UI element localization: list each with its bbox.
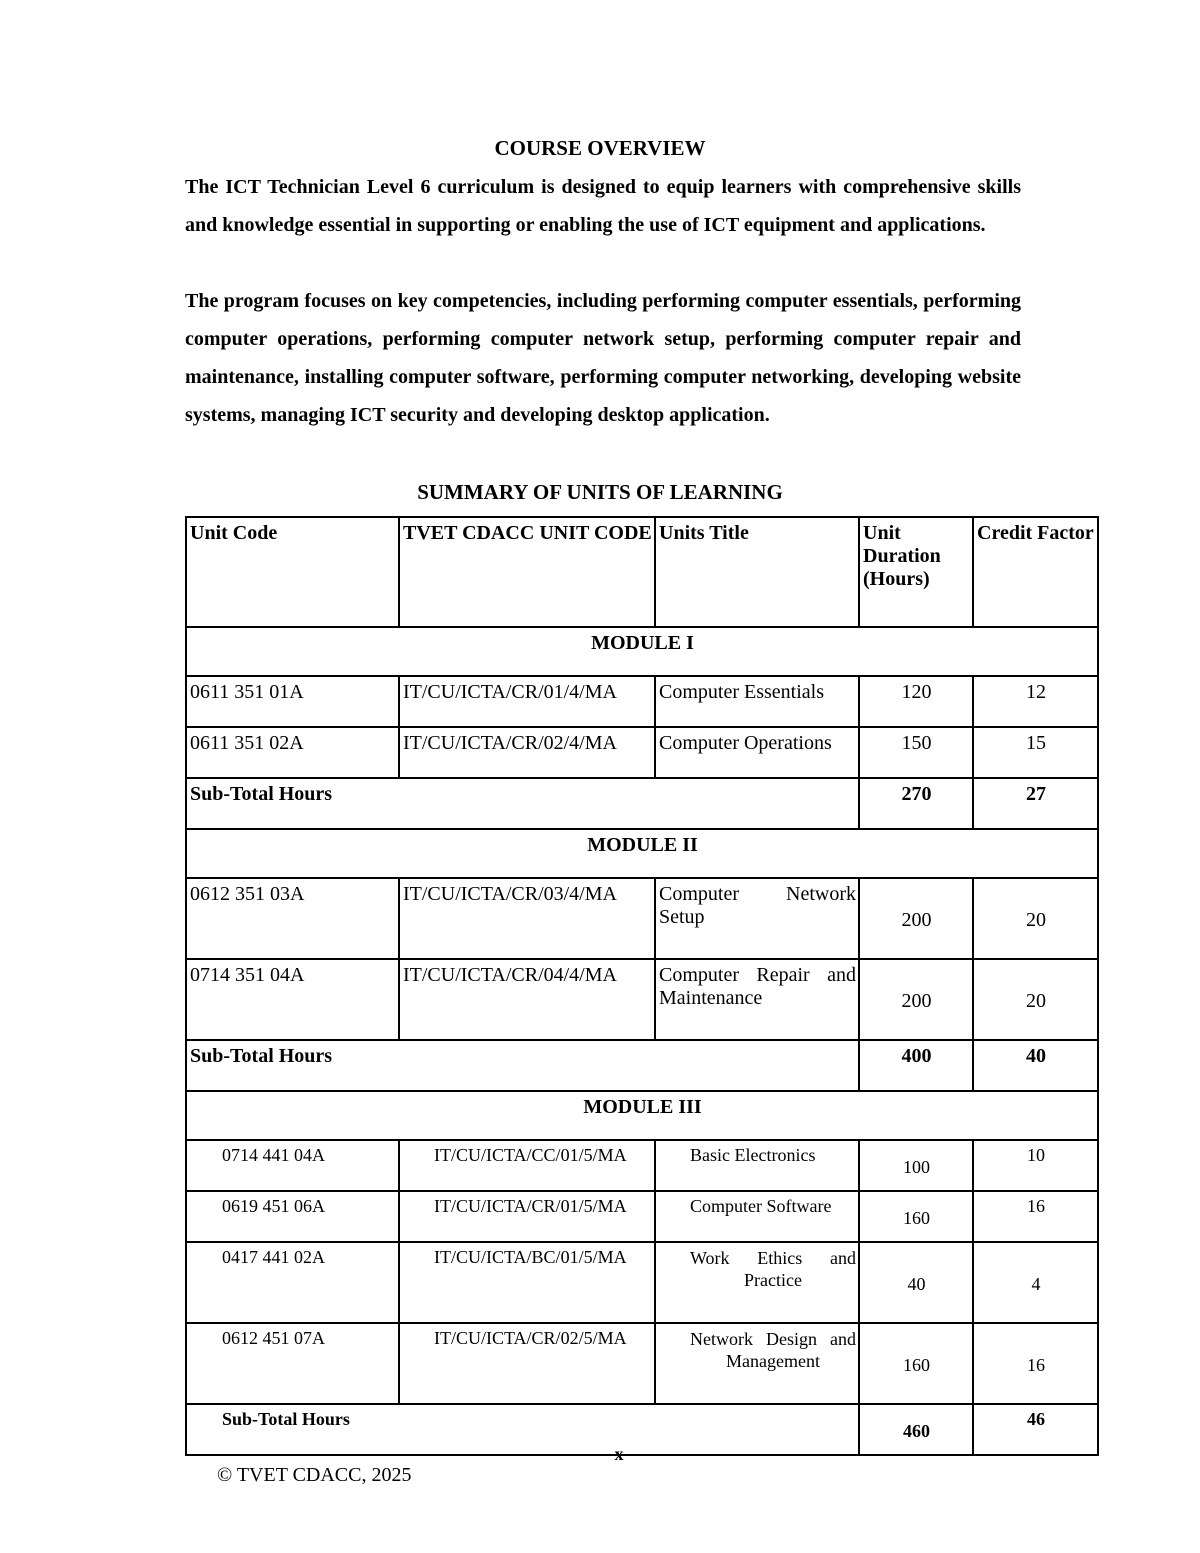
summary-title: SUMMARY OF UNITS OF LEARNING xyxy=(417,480,783,504)
unit-code-cell: 0417 441 02A xyxy=(186,1242,399,1323)
header-credit: Credit Factor xyxy=(973,517,1098,627)
hours-cell: 200 xyxy=(859,878,973,959)
unit-title-cell: Work Ethics and Practice xyxy=(655,1242,859,1323)
module-header-row xyxy=(186,829,1098,878)
subtotal-credit: 40 xyxy=(973,1040,1098,1091)
credit-cell: 20 xyxy=(973,959,1098,1040)
table-row xyxy=(186,676,1098,727)
unit-title-cell: Computer Software xyxy=(655,1191,859,1242)
subtotal-hours: 460 xyxy=(859,1404,973,1455)
copyright-footer: © TVET CDACC, 2025 xyxy=(217,1464,412,1486)
unit-code-cell: 0612 351 03A xyxy=(186,878,399,959)
table-row xyxy=(186,878,1098,959)
subtotal-label: Sub-Total Hours xyxy=(186,1404,859,1455)
header-unit-code: Unit Code xyxy=(186,517,399,627)
credit-cell: 12 xyxy=(973,676,1098,727)
unit-title-cell: Computer Operations xyxy=(655,727,859,778)
table-row xyxy=(186,1242,1098,1323)
hours-cell: 200 xyxy=(859,959,973,1040)
page-number: x xyxy=(614,1444,624,1464)
tvet-code-cell: IT/CU/ICTA/CR/01/4/MA xyxy=(399,676,655,727)
course-overview-title: COURSE OVERVIEW xyxy=(494,136,706,160)
subtotal-credit: 46 xyxy=(973,1404,1098,1455)
units-table xyxy=(185,516,1099,1456)
table-row xyxy=(186,959,1098,1040)
unit-code-cell: 0714 351 04A xyxy=(186,959,399,1040)
credit-cell: 16 xyxy=(973,1323,1098,1404)
table-row xyxy=(186,1323,1098,1404)
unit-code-cell: 0611 351 01A xyxy=(186,676,399,727)
hours-cell: 120 xyxy=(859,676,973,727)
overview-paragraph-2: The program focuses on key competencies, including performing computer essentials, performing computer operations, performing computer network setup, performing computer repair and maintenance, installing computer software, performing computer networking, developing website systems, managing ICT security and developing desktop application. xyxy=(185,290,1021,426)
credit-cell: 4 xyxy=(973,1242,1098,1323)
module-header-row xyxy=(186,1091,1098,1140)
tvet-code-cell: IT/CU/ICTA/BC/01/5/MA xyxy=(399,1242,655,1323)
unit-title-cell: Computer Network Setup xyxy=(655,878,859,959)
table-header-row xyxy=(186,517,1098,627)
tvet-code-cell: IT/CU/ICTA/CC/01/5/MA xyxy=(399,1140,655,1191)
tvet-code-cell: IT/CU/ICTA/CR/02/4/MA xyxy=(399,727,655,778)
subtotal-row xyxy=(186,1040,1098,1091)
module-title: MODULE I xyxy=(186,627,1098,676)
header-tvet-code: TVET CDACC UNIT CODE xyxy=(399,517,655,627)
tvet-code-cell: IT/CU/ICTA/CR/03/4/MA xyxy=(399,878,655,959)
credit-cell: 10 xyxy=(973,1140,1098,1191)
table-row xyxy=(186,1191,1098,1242)
module-title: MODULE III xyxy=(186,1091,1098,1140)
tvet-code-cell: IT/CU/ICTA/CR/04/4/MA xyxy=(399,959,655,1040)
unit-title-cell: Basic Electronics xyxy=(655,1140,859,1191)
unit-title-cell: Computer Essentials xyxy=(655,676,859,727)
hours-cell: 160 xyxy=(859,1191,973,1242)
table-row xyxy=(186,1140,1098,1191)
tvet-code-cell: IT/CU/ICTA/CR/01/5/MA xyxy=(399,1191,655,1242)
unit-code-cell: 0714 441 04A xyxy=(186,1140,399,1191)
hours-cell: 160 xyxy=(859,1323,973,1404)
credit-cell: 15 xyxy=(973,727,1098,778)
credit-cell: 20 xyxy=(973,878,1098,959)
hours-cell: 40 xyxy=(859,1242,973,1323)
credit-cell: 16 xyxy=(973,1191,1098,1242)
unit-code-cell: 0611 351 02A xyxy=(186,727,399,778)
unit-title-cell: Computer Repair and Maintenance xyxy=(655,959,859,1040)
subtotal-hours: 400 xyxy=(859,1040,973,1091)
overview-paragraph-1: The ICT Technician Level 6 curriculum is designed to equip learners with comprehensive skills and knowledge essential in supporting or enabling the use of ICT equipment and applications. xyxy=(185,176,1021,236)
tvet-code-cell: IT/CU/ICTA/CR/02/5/MA xyxy=(399,1323,655,1404)
hours-cell: 100 xyxy=(859,1140,973,1191)
subtotal-label: Sub-Total Hours xyxy=(186,778,859,829)
table-row xyxy=(186,727,1098,778)
subtotal-hours: 270 xyxy=(859,778,973,829)
hours-cell: 150 xyxy=(859,727,973,778)
subtotal-label: Sub-Total Hours xyxy=(186,1040,859,1091)
unit-code-cell: 0619 451 06A xyxy=(186,1191,399,1242)
unit-title-cell: Network Design and Management xyxy=(655,1323,859,1404)
subtotal-credit: 27 xyxy=(973,778,1098,829)
subtotal-row xyxy=(186,778,1098,829)
unit-code-cell: 0612 451 07A xyxy=(186,1323,399,1404)
header-duration: Unit Duration (Hours) xyxy=(859,517,973,627)
module-title: MODULE II xyxy=(186,829,1098,878)
header-units-title: Units Title xyxy=(655,517,859,627)
module-header-row xyxy=(186,627,1098,676)
